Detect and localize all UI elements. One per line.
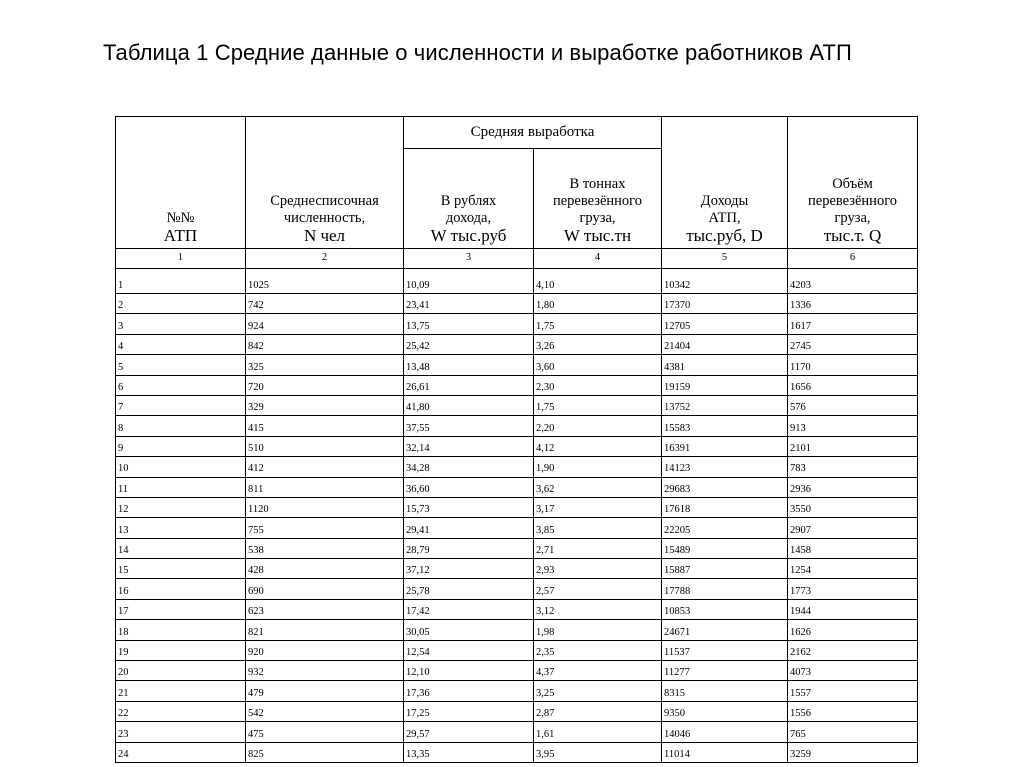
table-cell: 913 [788, 416, 918, 436]
table-row [116, 661, 918, 681]
table-cell: 3 [116, 314, 246, 334]
table-cell: 32,14 [404, 436, 534, 456]
table-cell: 23 [116, 722, 246, 742]
table-cell: 14046 [662, 722, 788, 742]
table-row [116, 559, 918, 579]
table-cell: 1556 [788, 701, 918, 721]
table-cell: 13,35 [404, 742, 534, 762]
table-cell: 12705 [662, 314, 788, 334]
table-cell: 11 [116, 477, 246, 497]
table-cell: 4073 [788, 661, 918, 681]
table-cell: 755 [246, 518, 404, 538]
table-cell: 11537 [662, 640, 788, 660]
table-cell: 475 [246, 722, 404, 742]
header-output-rubles: В рублях дохода, W тыс.руб [404, 149, 534, 249]
table-cell: 412 [246, 457, 404, 477]
table-cell: 2,35 [534, 640, 662, 660]
table-cell: 1336 [788, 294, 918, 314]
table-cell: 542 [246, 701, 404, 721]
header-output-tonnes: В тоннах перевезённого груза, W тыс.тн [534, 149, 662, 249]
table-cell: 17788 [662, 579, 788, 599]
table-cell: 1,80 [534, 294, 662, 314]
table-cell: 15489 [662, 538, 788, 558]
table-cell: 329 [246, 395, 404, 415]
table-cell: 10853 [662, 599, 788, 619]
table-cell: 3,95 [534, 742, 662, 762]
table-cell: 12,54 [404, 640, 534, 660]
header-atp-number: №№ АТП [116, 117, 246, 249]
table-cell: 23,41 [404, 294, 534, 314]
table-cell: 1 [116, 269, 246, 294]
table-cell: 34,28 [404, 457, 534, 477]
header-cargo-volume: Объём перевезённого груза, тыс.т. Q [788, 117, 918, 249]
table-cell: 2907 [788, 518, 918, 538]
table-cell: 17618 [662, 497, 788, 517]
table-cell: 25,78 [404, 579, 534, 599]
table-cell: 17,25 [404, 701, 534, 721]
table-cell: 15 [116, 559, 246, 579]
table-cell: 6 [116, 375, 246, 395]
table-row [116, 269, 918, 294]
column-number: 6 [788, 249, 918, 269]
table-cell: 1944 [788, 599, 918, 619]
table-row [116, 640, 918, 660]
header-average-output: Средняя выработка [404, 117, 662, 149]
table-body [116, 249, 918, 763]
table-cell: 29683 [662, 477, 788, 497]
column-number: 3 [404, 249, 534, 269]
table-cell: 22205 [662, 518, 788, 538]
table-cell: 765 [788, 722, 918, 742]
table-cell: 13,48 [404, 355, 534, 375]
table-cell: 1,98 [534, 620, 662, 640]
table-cell: 24671 [662, 620, 788, 640]
table-row [116, 599, 918, 619]
table-cell: 1170 [788, 355, 918, 375]
table-cell: 920 [246, 640, 404, 660]
table-cell: 22 [116, 701, 246, 721]
column-number: 2 [246, 249, 404, 269]
column-number: 4 [534, 249, 662, 269]
table-cell: 20 [116, 661, 246, 681]
column-number-row [116, 249, 918, 269]
table-row [116, 334, 918, 354]
table-row [116, 742, 918, 762]
table-cell: 3,85 [534, 518, 662, 538]
table-cell: 13752 [662, 395, 788, 415]
table-cell: 9 [116, 436, 246, 456]
table-cell: 2,87 [534, 701, 662, 721]
table-cell: 36,60 [404, 477, 534, 497]
table-cell: 24 [116, 742, 246, 762]
table-cell: 21404 [662, 334, 788, 354]
table-row [116, 395, 918, 415]
table-cell: 842 [246, 334, 404, 354]
table-cell: 932 [246, 661, 404, 681]
table-cell: 1,61 [534, 722, 662, 742]
table-cell: 821 [246, 620, 404, 640]
table-cell: 623 [246, 599, 404, 619]
table-cell: 576 [788, 395, 918, 415]
table-cell: 3,17 [534, 497, 662, 517]
table-cell: 479 [246, 681, 404, 701]
table-cell: 924 [246, 314, 404, 334]
table-cell: 5 [116, 355, 246, 375]
table-row [116, 579, 918, 599]
table-cell: 7 [116, 395, 246, 415]
table-cell: 3259 [788, 742, 918, 762]
table-cell: 1,75 [534, 314, 662, 334]
table-cell: 1656 [788, 375, 918, 395]
table-cell: 17,42 [404, 599, 534, 619]
table-cell: 3,12 [534, 599, 662, 619]
table-cell: 690 [246, 579, 404, 599]
table-cell: 3,26 [534, 334, 662, 354]
table-row [116, 355, 918, 375]
table-cell: 30,05 [404, 620, 534, 640]
table-cell: 25,42 [404, 334, 534, 354]
table-cell: 10,09 [404, 269, 534, 294]
table-row [116, 538, 918, 558]
table-row [116, 620, 918, 640]
page-title: Таблица 1 Средние данные о численности и выработке работников АТП [103, 40, 852, 65]
table-cell: 428 [246, 559, 404, 579]
table-row [116, 701, 918, 721]
table-cell: 28,79 [404, 538, 534, 558]
table-cell: 2101 [788, 436, 918, 456]
table-cell: 37,55 [404, 416, 534, 436]
table-row [116, 497, 918, 517]
table-cell: 325 [246, 355, 404, 375]
table-cell: 13,75 [404, 314, 534, 334]
table-cell: 2162 [788, 640, 918, 660]
table-cell: 12,10 [404, 661, 534, 681]
table-row [116, 375, 918, 395]
table-cell: 742 [246, 294, 404, 314]
table-row [116, 416, 918, 436]
table-cell: 10342 [662, 269, 788, 294]
table-cell: 415 [246, 416, 404, 436]
table-cell: 1626 [788, 620, 918, 640]
table-cell: 510 [246, 436, 404, 456]
table-cell: 538 [246, 538, 404, 558]
table-cell: 11277 [662, 661, 788, 681]
table-cell: 19159 [662, 375, 788, 395]
table-cell: 825 [246, 742, 404, 762]
table-cell: 10 [116, 457, 246, 477]
table-row [116, 294, 918, 314]
table-cell: 1,90 [534, 457, 662, 477]
table-row [116, 518, 918, 538]
table-cell: 2 [116, 294, 246, 314]
table-cell: 811 [246, 477, 404, 497]
table-cell: 4,10 [534, 269, 662, 294]
table-cell: 1458 [788, 538, 918, 558]
column-number: 1 [116, 249, 246, 269]
table-row [116, 436, 918, 456]
table-cell: 37,12 [404, 559, 534, 579]
table-cell: 17 [116, 599, 246, 619]
table-cell: 8315 [662, 681, 788, 701]
table-cell: 17,36 [404, 681, 534, 701]
table-cell: 41,80 [404, 395, 534, 415]
table-row [116, 681, 918, 701]
table-row [116, 457, 918, 477]
table-cell: 16391 [662, 436, 788, 456]
table-cell: 1557 [788, 681, 918, 701]
table-cell: 19 [116, 640, 246, 660]
table-cell: 2,57 [534, 579, 662, 599]
table-cell: 14123 [662, 457, 788, 477]
column-number: 5 [662, 249, 788, 269]
table-cell: 3550 [788, 497, 918, 517]
table-row [116, 722, 918, 742]
table-cell: 2,71 [534, 538, 662, 558]
table-cell: 18 [116, 620, 246, 640]
table-cell: 2936 [788, 477, 918, 497]
table-cell: 3,25 [534, 681, 662, 701]
table-cell: 15583 [662, 416, 788, 436]
table-cell: 13 [116, 518, 246, 538]
data-table [115, 116, 918, 763]
table-cell: 8 [116, 416, 246, 436]
table-cell: 12 [116, 497, 246, 517]
table-cell: 21 [116, 681, 246, 701]
table-cell: 2,93 [534, 559, 662, 579]
table-cell: 2,20 [534, 416, 662, 436]
header-revenue: Доходы АТП, тыс.руб, D [662, 117, 788, 249]
table-cell: 1025 [246, 269, 404, 294]
table-row [116, 314, 918, 334]
table-cell: 29,57 [404, 722, 534, 742]
header-headcount: Среднесписочная численность, N чел [246, 117, 404, 249]
table-cell: 1254 [788, 559, 918, 579]
table-row [116, 477, 918, 497]
table-cell: 2745 [788, 334, 918, 354]
table-cell: 1,75 [534, 395, 662, 415]
table-cell: 1617 [788, 314, 918, 334]
table-cell: 15887 [662, 559, 788, 579]
table-cell: 3,62 [534, 477, 662, 497]
table-cell: 15,73 [404, 497, 534, 517]
table-cell: 11014 [662, 742, 788, 762]
table-cell: 26,61 [404, 375, 534, 395]
table-cell: 9350 [662, 701, 788, 721]
table-cell: 17370 [662, 294, 788, 314]
table-cell: 1120 [246, 497, 404, 517]
table-cell: 4,37 [534, 661, 662, 681]
table-cell: 4203 [788, 269, 918, 294]
table-cell: 3,60 [534, 355, 662, 375]
table-cell: 14 [116, 538, 246, 558]
table-cell: 783 [788, 457, 918, 477]
table-cell: 4,12 [534, 436, 662, 456]
table-cell: 4 [116, 334, 246, 354]
table-cell: 29,41 [404, 518, 534, 538]
table-cell: 2,30 [534, 375, 662, 395]
table-cell: 720 [246, 375, 404, 395]
table-cell: 4381 [662, 355, 788, 375]
table-cell: 16 [116, 579, 246, 599]
table-cell: 1773 [788, 579, 918, 599]
